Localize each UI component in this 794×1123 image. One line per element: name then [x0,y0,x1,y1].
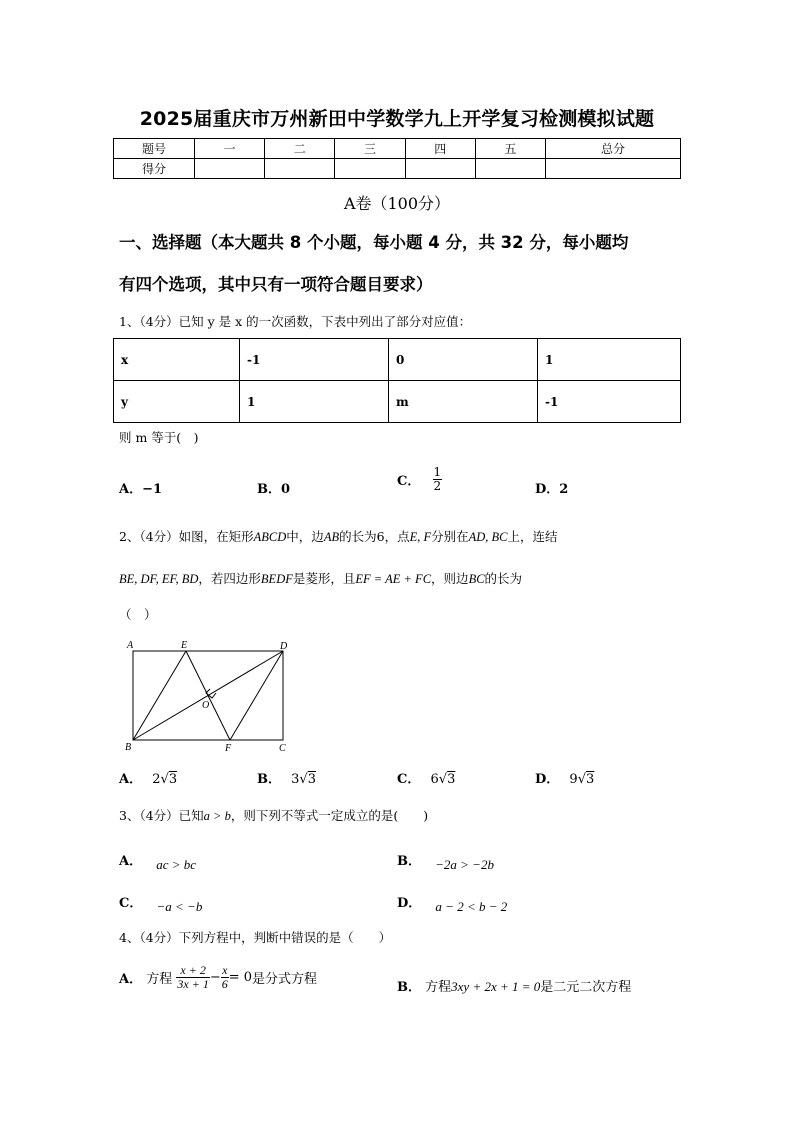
segment-bd [133,651,283,740]
label-c: C [279,743,286,754]
option-label: A． [119,772,143,787]
math: ABCD [253,530,287,544]
fraction [221,964,229,991]
option-expr: −a < −b [156,899,203,914]
sqrt-icon: √ [160,772,169,787]
fraction-numerator: x + 2 [176,964,209,978]
table-cell: x [114,339,240,381]
option-radicand: 3 [586,772,595,787]
option-c[interactable] [397,466,442,493]
question-3-stem [119,808,428,824]
score-blank-cell[interactable] [546,159,681,179]
table-row [114,381,681,423]
score-header-cell: 题号 [114,139,195,159]
label-e: E [181,640,188,651]
score-header-cell: 一 [195,139,265,159]
text: ，若四边形 [198,571,261,586]
sqrt-icon: √ [299,772,308,787]
option-text: 0 [281,482,291,497]
option-b[interactable] [257,768,316,787]
fraction [176,964,209,991]
segment-df [230,651,283,740]
option-label: B． [397,980,421,995]
math: EF = AE + FC [355,572,432,586]
option-expr: 3xy + 2x + 1 = 0 [451,979,541,994]
option-d[interactable] [535,768,594,787]
text: ，则边 [431,571,469,586]
option-label: B． [397,854,421,869]
text: 3、（4分）已知 [119,808,204,823]
option-c[interactable] [119,892,203,914]
option-label: C． [119,896,143,911]
option-radicand: 3 [168,772,178,787]
option-label: A． [119,854,143,869]
table-cell: 1 [538,339,681,381]
score-table [113,138,681,179]
option-a[interactable] [119,850,197,872]
question-2-paren: （ ） [119,607,157,622]
table-cell: 1 [240,381,389,423]
option-label: B． [257,482,281,497]
fraction [433,466,443,493]
option-text: −1 [142,482,163,497]
segment-be [133,651,186,740]
label-a: A [127,640,134,651]
score-header-cell: 三 [335,139,405,159]
text: 上，连结 [507,529,558,544]
option-text: 是分式方程 [252,972,318,987]
option-coef: 6 [430,772,439,787]
option-label: B． [257,772,281,787]
question-2-stem-line2 [119,571,522,587]
question-4-stem: 4、（4分）下列方程中，判断中错误的是（ ） [119,930,392,945]
fraction-numerator: x [222,963,228,977]
option-b[interactable] [257,478,290,497]
score-blank-cell[interactable] [335,159,405,179]
question-1-table [113,338,681,423]
score-blank-cell[interactable] [265,159,335,179]
option-label: D． [397,896,422,911]
option-b[interactable] [397,976,631,995]
score-header-cell: 总分 [546,139,681,159]
score-header-cell: 四 [405,139,475,159]
math: AB [323,530,340,544]
sqrt-icon: √ [438,772,448,787]
option-label: A． [119,972,143,987]
part-heading-line2: 有四个选项，其中只有一项符合题目要求） [119,275,433,294]
math: − [209,970,221,985]
option-coef: 9 [569,772,578,787]
option-radicand: 3 [307,772,316,787]
option-coef: 3 [291,772,300,787]
table-cell: 0 [389,339,538,381]
math: BC [468,572,485,586]
option-label: C． [397,772,421,787]
score-table-header-row [114,139,681,159]
text: 2、（4分）如图，在矩形 [119,529,254,544]
math: 6 [376,529,385,544]
fraction-denominator: 3x + 1 [177,977,209,991]
option-expr: −2a > −2b [435,857,494,872]
option-label: A． [119,482,143,497]
math: E, F [409,530,432,544]
option-label: C． [397,474,421,489]
table-cell: -1 [538,381,681,423]
text: 的长为 [339,529,377,544]
table-cell: m [389,381,538,423]
option-coef: 2 [152,772,161,787]
option-expr: a − 2 < b − 2 [435,899,508,914]
option-text: 方程 [146,972,173,987]
fraction-numerator: 1 [433,465,442,479]
math: a > b [203,809,231,823]
math: BE, DF, EF, BD [119,572,199,586]
math: BEDF [260,572,293,586]
text: 是菱形，且 [292,571,356,586]
option-radicand: 3 [447,772,456,787]
math: AD, BC [468,530,508,544]
table-row [114,339,681,381]
question-2-stem-line1 [119,529,558,545]
score-blank-cell[interactable] [405,159,475,179]
text: ，则下列不等式一定成立的是( ) [230,808,429,823]
part-heading-line1: 一、选择题（本大题共 8 个小题，每小题 4 分，共 32 分，每小题均 [119,233,629,252]
label-b: B [125,742,132,753]
math: = 0 [228,970,253,985]
fraction-denominator: 2 [433,479,442,493]
option-expr: ac > bc [156,857,197,872]
option-d[interactable] [397,892,508,914]
option-label: D． [535,772,560,787]
text: ，点 [384,529,410,544]
option-label: D． [535,482,560,497]
option-d[interactable] [535,478,568,497]
option-a[interactable] [119,964,317,991]
score-row-label: 得分 [114,159,195,179]
score-header-cell: 五 [475,139,545,159]
label-d: D [280,641,288,652]
section-heading: A卷（100分） [343,194,451,213]
option-a[interactable] [119,768,177,787]
text: 分别在 [431,529,469,544]
option-text: 2 [559,482,569,497]
text: 中，边 [286,529,324,544]
text: 的长为 [484,571,523,586]
option-text: 是二元二次方程 [540,980,632,995]
page-title: 2025届重庆市万州新田中学数学九上开学复习检测模拟试题 [139,108,655,130]
question-1-ask: 则 m 等于( ) [119,430,199,445]
option-text: 方程 [425,980,452,995]
rectangle-figure [118,636,296,756]
option-a[interactable] [119,478,162,497]
fraction-denominator: 6 [221,977,228,991]
score-header-cell: 二 [265,139,335,159]
score-blank-cell[interactable] [195,159,265,179]
score-blank-cell[interactable] [475,159,545,179]
option-b[interactable] [397,850,494,872]
score-table-score-row [114,159,681,179]
table-cell: y [114,381,240,423]
question-1-stem: 1、（4分）已知 y 是 x 的一次函数，下表中列出了部分对应值： [119,314,472,329]
option-c[interactable] [397,768,455,787]
table-cell: -1 [240,339,389,381]
label-f: F [225,743,232,754]
sqrt-icon: √ [577,772,586,787]
label-o: O [202,700,210,711]
